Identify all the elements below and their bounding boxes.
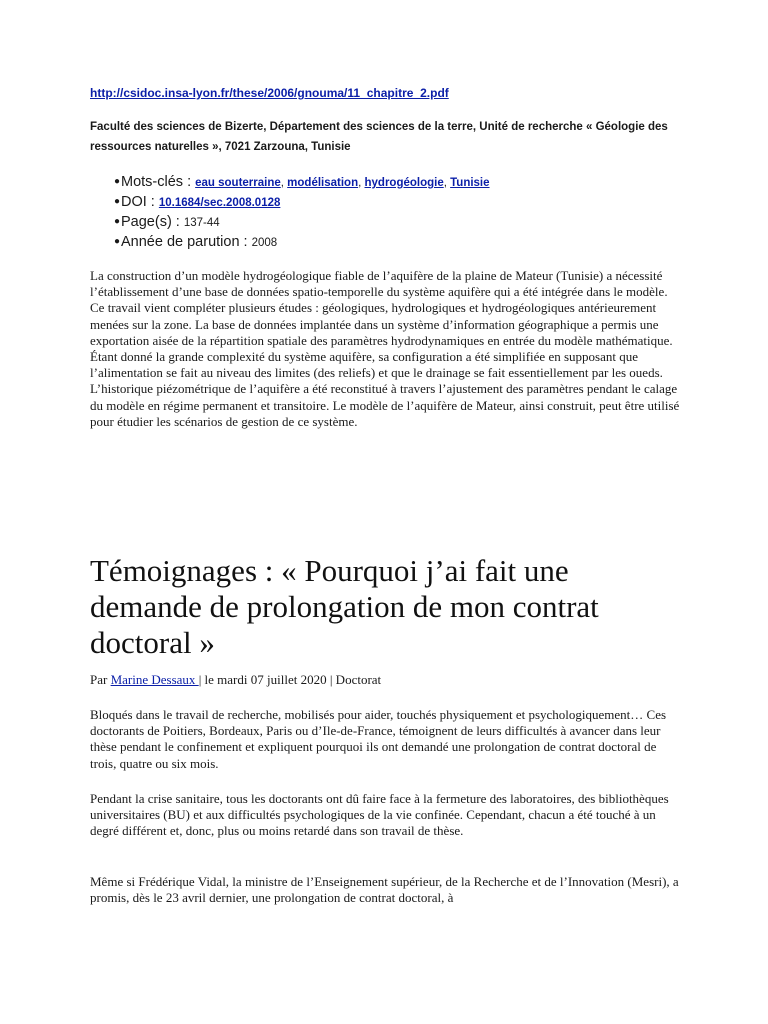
keyword-separator: , (280, 177, 288, 189)
bullet-icon: ● (114, 176, 121, 187)
keyword-separator: , (443, 177, 451, 189)
keyword-link[interactable]: hydrogéologie (364, 177, 444, 189)
year-value: 2008 (251, 237, 278, 249)
doi-link[interactable]: 10.1684/sec.2008.0128 (158, 197, 281, 209)
byline-prefix: Par (90, 672, 111, 687)
byline-date-category: | le mardi 07 juillet 2020 | Doctorat (198, 672, 382, 687)
year-label: Année de parution : (121, 234, 252, 250)
keyword-separator: , (358, 177, 365, 189)
article-byline (90, 672, 381, 688)
article-paragraph: Bloqués dans le travail de recherche, mobilisés pour aider, touchés physiquement et psychologiquement… Ces doctorants de Poitiers, Bordeaux, Paris ou d’Ile-de-France, témoignent de leurs difficultés à avancer dans leur thèse pendant le confinement et expliquent pourquoi ils ont demandé une prolongation de contrat doctoral de trois, quatre ou six mois. (90, 707, 667, 771)
bullet-icon: ● (114, 236, 121, 247)
source-pdf-link[interactable]: http://csidoc.insa-lyon.fr/these/2006/gnouma/11_chapitre_2.pdf (90, 86, 449, 100)
doi-label: DOI : (121, 194, 159, 210)
article-metadata-list (90, 172, 490, 252)
author-affiliation: Faculté des sciences de Bizerte, Département des sciences de la terre, Unité de recherche « Géologie des ressources naturelles », 7021 Zarzouna, Tunisie (90, 121, 668, 153)
metadata-item-year (90, 232, 490, 252)
pages-value: 137-44 (183, 217, 220, 229)
keyword-link[interactable]: Tunisie (450, 177, 490, 189)
metadata-item-pages (90, 212, 490, 232)
article-paragraph: Pendant la crise sanitaire, tous les doctorants ont dû faire face à la fermeture des laboratoires, des bibliothèques universitaires (BU) et aux difficultés psychologiques de la vie confinée. Cependant, chacun a été touché à un degré différent et, donc, plus ou moins retardé dans son travail de thèse. (90, 791, 669, 839)
keyword-link[interactable]: modélisation (287, 177, 359, 189)
bullet-icon: ● (114, 216, 121, 227)
metadata-item-doi (90, 192, 490, 212)
keywords-label: Mots-clés : (121, 174, 196, 190)
abstract-text: La construction d’un modèle hydrogéologique fiable de l’aquifère de la plaine de Mateur (Tunisie) a nécessité l’établissement d’une base de données spatio-temporelle du système aquifère qui a été intégrée dans le modèle. Ce travail vient compléter plusieurs études : géologiques, hydrologiques et hydrogéologiques antérieurement menées sur la zone. La base de données implantée dans un système d’information géographique a permis une exportation aisée de la répartition spatiale des paramètres hydrodynamiques en entrée du modèle mathématique. Étant donné la grande complexité du système aquifère, sa configuration a été simplifiée en supposant que l’alimentation se fait au niveau des limites (des reliefs) et que le drainage se fait essentiellement par les oueds. L’historique piézométrique de l’aquifère a été reconstitué à travers l’ajustement des paramètres pendant le calage du modèle en régime permanent et transitoire. Le modèle de l’aquifère de Mateur, ainsi construit, peut être utilisé pour étudier les scénarios de gestion de ce système. (90, 268, 680, 429)
author-link[interactable]: Marine Dessaux (110, 672, 199, 687)
article-title: Témoignages : « Pourquoi j’ai fait une demande de prolongation de mon contrat doctoral » (90, 553, 599, 660)
pages-label: Page(s) : (121, 214, 184, 230)
bullet-icon: ● (114, 196, 121, 207)
keyword-link[interactable]: eau souterraine (195, 177, 281, 189)
metadata-item-keywords (90, 172, 490, 192)
article-paragraph: Même si Frédérique Vidal, la ministre de l’Enseignement supérieur, de la Recherche et de l’Innovation (Mesri), a promis, dès le 23 avril dernier, une prolongation de contrat doctoral, à (90, 874, 679, 906)
